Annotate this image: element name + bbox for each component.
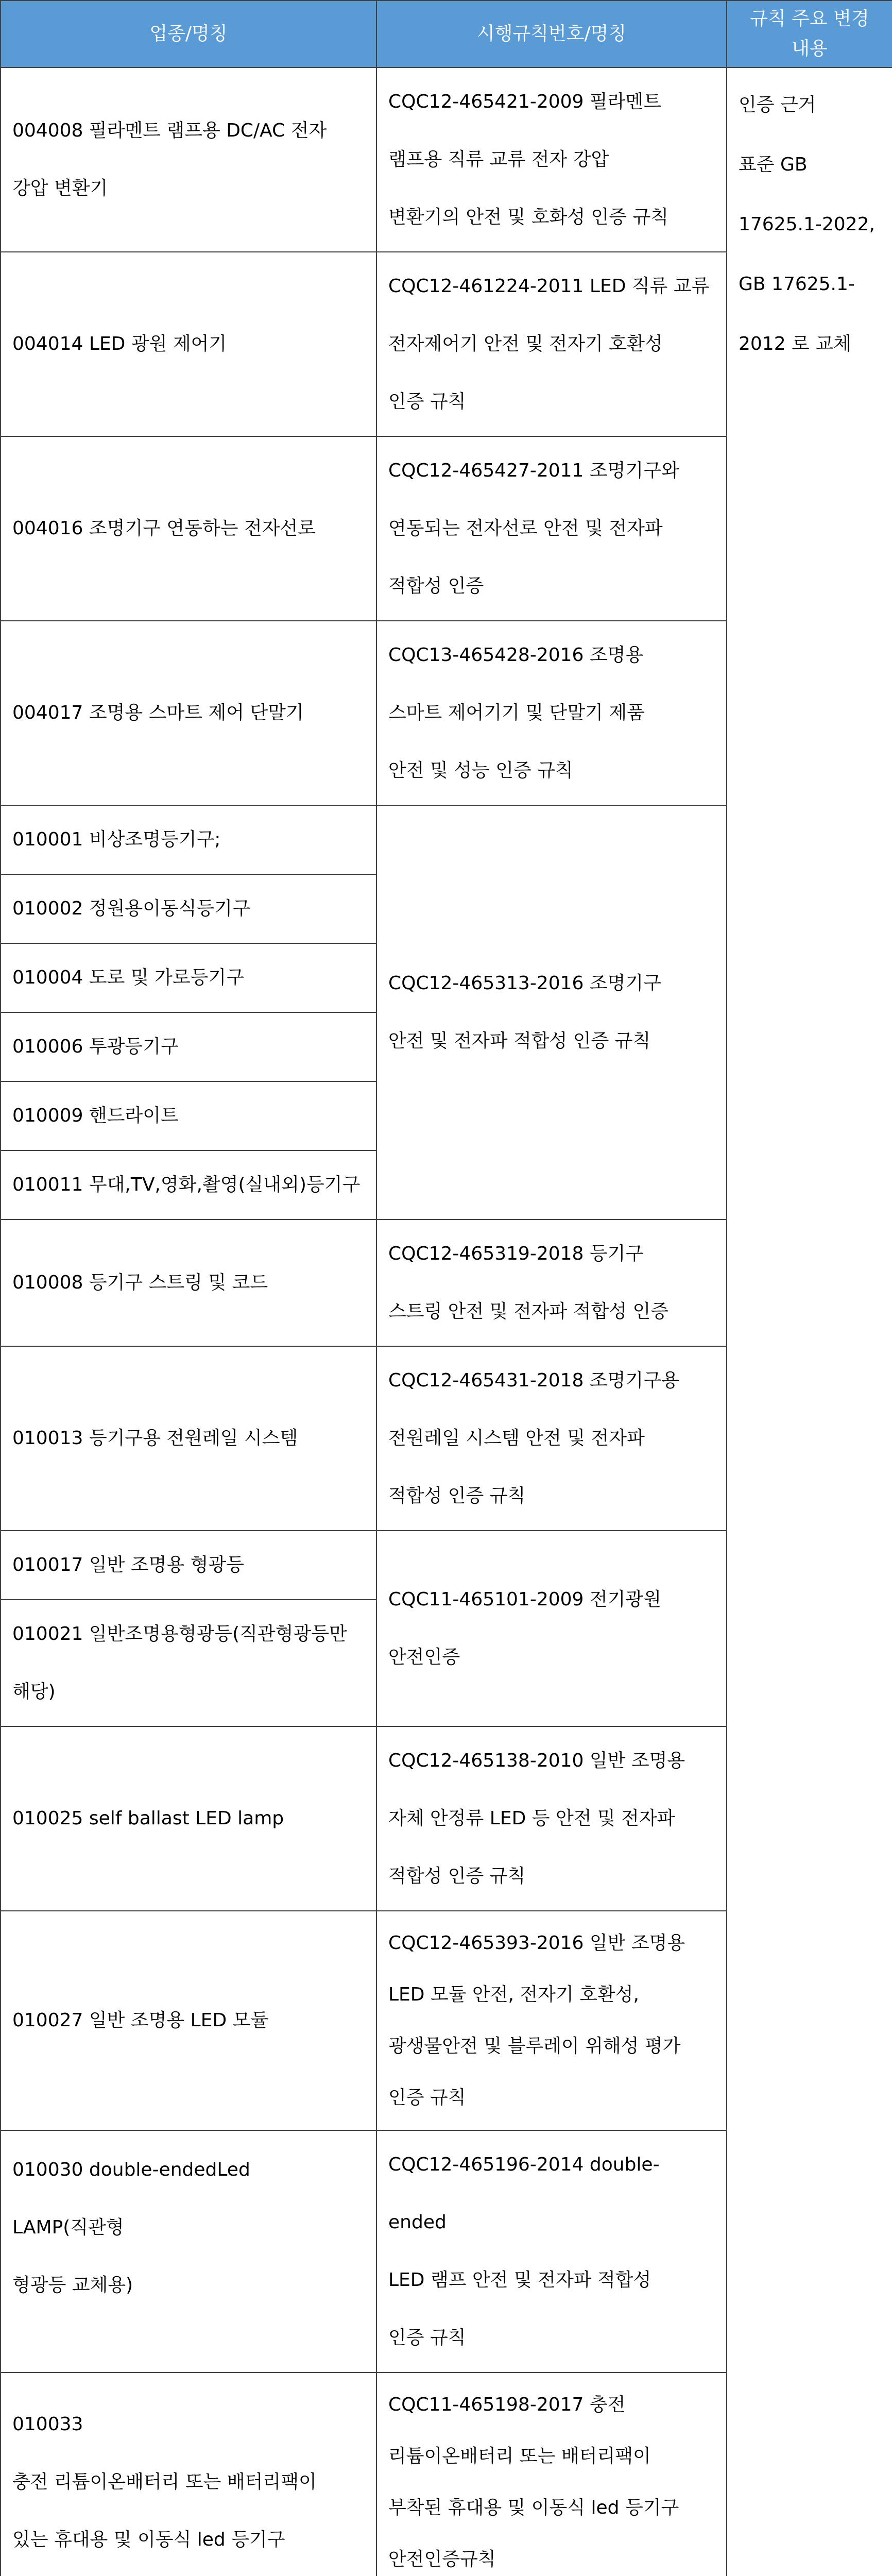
rule-line: CQC13-465428-2016 조명용 (388, 645, 644, 666)
rule-line: 안전 및 성능 인증 규칙 (388, 760, 573, 781)
rule-line: CQC12-465431-2018 조명기구용 (388, 1370, 679, 1391)
industry-cell (1, 436, 376, 621)
rule-cell (376, 1726, 727, 1911)
industry-line: 010030 double-endedLed LAMP(직관형 (12, 2159, 250, 2238)
rule-line: CQC12-461224-2011 LED 직류 교류 (388, 276, 710, 297)
industry-line: 해당) (12, 1681, 56, 1702)
rule-line: CQC12-465421-2009 필라멘트 (388, 91, 661, 112)
rule-line: 안전 및 전자파 적합성 인증 규칙 (388, 1030, 651, 1052)
rule-cell (376, 1219, 727, 1346)
rule-cell (376, 805, 727, 1219)
rule-cell (376, 621, 727, 805)
table-row (1, 67, 892, 252)
industry-line: 강압 변환기 (12, 178, 108, 199)
rule-cell (376, 1531, 727, 1726)
rule-line: LED 모듈 안전, 전자기 호환성, (388, 1984, 639, 2005)
rule-line: CQC12-465427-2011 조명기구와 (388, 460, 679, 481)
rule-cell (376, 436, 727, 621)
rule-line: 인증 규칙 (388, 2087, 466, 2108)
industry-cell: 010002 정원용이동식등기구 (1, 874, 376, 943)
rule-line: 스마트 제어기기 및 단말기 제품 (388, 702, 645, 723)
industry-cell (1, 2130, 376, 2372)
rule-line: 램프용 직류 교류 전자 강압 (388, 149, 609, 170)
industry-line: 010027 일반 조명용 LED 모듈 (12, 2010, 269, 2031)
rule-line: 전자제어기 안전 및 전자기 호환성 (388, 333, 663, 354)
rule-line: 자체 안정류 LED 등 안전 및 전자파 (388, 1808, 675, 1829)
notes-line: GB 17625.1- (739, 274, 855, 295)
industry-line: 004016 조명기구 연동하는 전자선로 (12, 518, 316, 539)
rule-line: CQC12-465319-2018 등기구 (388, 1243, 644, 1264)
rule-line: CQC12-465196-2014 double-ended (388, 2154, 660, 2233)
rule-line: 스트링 안전 및 전자파 적합성 인증 (388, 1301, 669, 1322)
rule-cell (376, 67, 727, 252)
industry-cell: 010009 핸드라이트 (1, 1081, 376, 1150)
industry-line: 있는 휴대용 및 이동식 led 등기구 (12, 2529, 285, 2550)
rule-line: 부착된 휴대용 및 이동식 led 등기구 (388, 2497, 679, 2518)
header-changes (727, 1, 892, 67)
rule-line: CQC12-465138-2010 일반 조명용 (388, 1750, 685, 1771)
industry-cell: 010006 투광등기구 (1, 1012, 376, 1081)
rule-cell (376, 2130, 727, 2372)
industry-line: 004014 LED 광원 제어기 (12, 333, 227, 354)
rule-line: CQC12-465393-2016 일반 조명용 (388, 1933, 685, 1954)
industry-cell: 010001 비상조명등기구; (1, 805, 376, 874)
industry-line: 010021 일반조명용형광등(직관형광등만 (12, 1623, 347, 1645)
industry-cell (1, 1911, 376, 2130)
rule-cell (376, 2372, 727, 2576)
industry-cell (1, 2372, 376, 2576)
industry-cell (1, 1219, 376, 1346)
rule-line: CQC12-465313-2016 조명기구 (388, 973, 661, 994)
rule-line: 적합성 인증 규칙 (388, 1866, 526, 1887)
industry-line: 010017 일반 조명용 형광등 (12, 1554, 244, 1575)
notes-line: 인증 근거 (739, 94, 816, 115)
industry-cell (1, 252, 376, 436)
notes-line: 2012 로 교체 (739, 333, 851, 354)
rule-line: 리튬이온배터리 또는 배터리팩이 (388, 2446, 651, 2467)
rule-line: LED 램프 안전 및 전자파 적합성 (388, 2269, 651, 2291)
rule-line: 전원레일 시스템 안전 및 전자파 (388, 1428, 645, 1449)
industry-cell: 010011 무대,TV,영화,촬영(실내외)등기구 (1, 1150, 376, 1219)
industry-line: 충전 리튬이온배터리 또는 배터리팩이 (12, 2471, 317, 2493)
notes-line: 표준 GB (739, 154, 808, 175)
rule-line: 적합성 인증 규칙 (388, 1485, 526, 1506)
table-header-row (1, 1, 892, 67)
industry-cell (1, 1531, 376, 1600)
industry-cell (1, 1726, 376, 1911)
rule-line: CQC11-465101-2009 전기광원 (388, 1589, 661, 1610)
header-changes-line: 내용 (792, 38, 828, 59)
industry-cell (1, 1600, 376, 1726)
rule-line: 안전인증규칙 (388, 2549, 496, 2570)
rule-line: 인증 규칙 (388, 2327, 466, 2348)
industry-line: 010013 등기구용 전원레일 시스템 (12, 1428, 298, 1449)
header-industry: 업종/명칭 (1, 1, 376, 67)
industry-cell: 010004 도로 및 가로등기구 (1, 943, 376, 1012)
industry-line: 004008 필라멘트 램프용 DC/AC 전자 (12, 120, 327, 141)
notes-line: 17625.1-2022, (739, 214, 875, 235)
industry-line: 010025 self ballast LED lamp (12, 1808, 284, 1829)
industry-cell (1, 1346, 376, 1531)
rule-line: CQC11-465198-2017 충전 (388, 2394, 626, 2415)
change-notes-cell (727, 67, 892, 2576)
industry-line: 형광등 교체용) (12, 2275, 133, 2296)
rule-cell (376, 1911, 727, 2130)
header-changes-line: 규칙 주요 변경 (750, 8, 869, 29)
rule-line: 적합성 인증 (388, 575, 484, 597)
rule-cell (376, 1346, 727, 1531)
rule-line: 연동되는 전자선로 안전 및 전자파 (388, 518, 663, 539)
industry-cell (1, 621, 376, 805)
rule-line: 안전인증 (388, 1647, 460, 1668)
industry-line: 010008 등기구 스트링 및 코드 (12, 1272, 268, 1293)
industry-line: 010033 (12, 2414, 83, 2435)
header-rule: 시행규칙번호/명칭 (376, 1, 727, 67)
industry-line: 004017 조명용 스마트 제어 단말기 (12, 702, 304, 723)
rule-line: 광생물안전 및 블루레이 위해성 평가 (388, 2036, 681, 2057)
rule-line: 인증 규칙 (388, 391, 466, 412)
industry-cell (1, 67, 376, 252)
rule-line: 변환기의 안전 및 호화성 인증 규칙 (388, 207, 669, 228)
rule-cell (376, 252, 727, 436)
